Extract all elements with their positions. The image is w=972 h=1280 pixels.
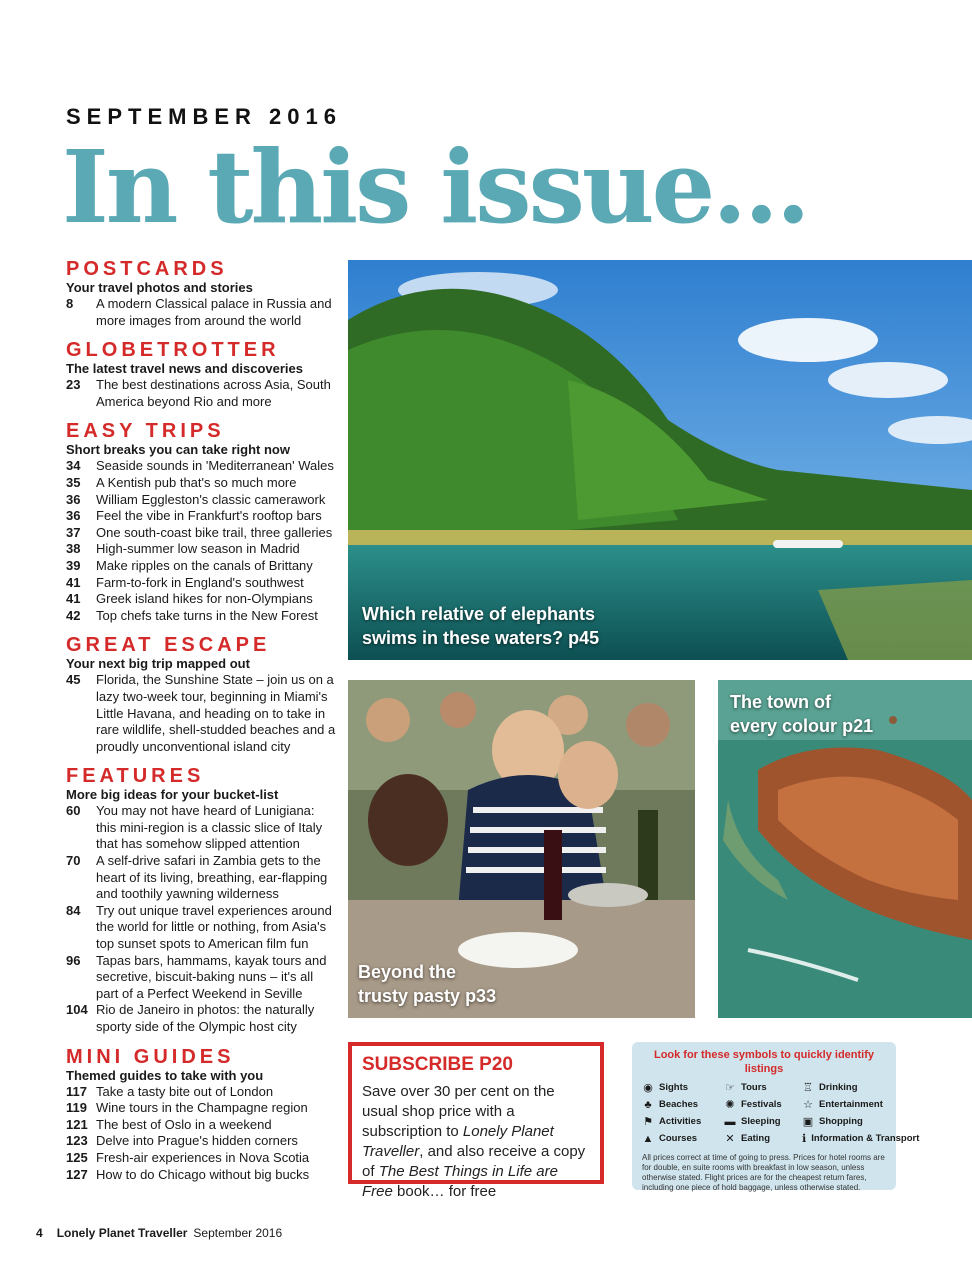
subscribe-body-part3: book… for free: [392, 1183, 497, 1200]
symbol-information-transport: [802, 1131, 920, 1147]
contents-entry[interactable]: [66, 1133, 336, 1150]
symbol-label: Eating: [741, 1133, 771, 1144]
contents-entry[interactable]: [66, 853, 336, 903]
entry-page-number: 121: [66, 1116, 88, 1132]
section-subtitle: Short breaks you can take right now: [66, 442, 290, 458]
symbol-label: Shopping: [819, 1116, 863, 1127]
section-title: GREAT ESCAPE: [66, 634, 271, 657]
entry-page-number: 70: [66, 853, 81, 869]
symbol-entertainment: [802, 1097, 888, 1113]
contents-entry[interactable]: [66, 508, 336, 525]
contents-entry[interactable]: [66, 525, 336, 542]
symbols-grid: [642, 1080, 920, 1147]
entry-text: Farm-to-fork in England's southwest: [96, 574, 304, 590]
contents-entry[interactable]: [66, 1150, 336, 1167]
entry-text: How to do Chicago without big bucks: [96, 1166, 310, 1182]
entry-text: Top chefs take turns in the New Forest: [96, 607, 318, 623]
contents-entry[interactable]: [66, 903, 336, 953]
symbol-courses: [642, 1131, 724, 1147]
entry-text: Fresh-air experiences in Nova Scotia: [96, 1149, 310, 1165]
symbol-activities: [642, 1114, 724, 1130]
section-great-escape: [66, 634, 336, 755]
entry-text: A Kentish pub that's so much more: [96, 474, 297, 490]
section-subtitle: The latest travel news and discoveries: [66, 361, 303, 377]
pasty-caption-line2: trusty pasty: [358, 986, 461, 1006]
entry-page-number: 37: [66, 524, 81, 540]
entry-text: High-summer low season in Madrid: [96, 541, 300, 557]
town-caption-line2: every colour: [730, 716, 838, 736]
entry-page-number: 36: [66, 491, 81, 507]
footer-page-number: 4: [36, 1226, 43, 1240]
page-headline: In this issue...: [62, 128, 808, 246]
entry-text: Delve into Prague's hidden corners: [96, 1133, 298, 1149]
subscribe-box[interactable]: [348, 1042, 604, 1200]
symbol-sights: [642, 1080, 724, 1096]
contents-entry[interactable]: [66, 296, 336, 329]
entry-text: Seaside sounds in 'Mediterranean' Wales: [96, 458, 334, 474]
symbol-label: Sleeping: [741, 1116, 781, 1127]
subscribe-body: [362, 1082, 590, 1202]
contents-entry[interactable]: [66, 377, 336, 410]
subscribe-title: SUBSCRIBE P20: [362, 1054, 513, 1075]
entry-page-number: 34: [66, 458, 81, 474]
entry-text: Wine tours in the Champagne region: [96, 1100, 308, 1116]
section-globetrotter: [66, 339, 336, 410]
contents-entry[interactable]: [66, 1002, 336, 1035]
entry-text: You may not have heard of Lunigiana: this mini-region is a classic slice of Italy that has somehow slipped attention: [96, 803, 323, 852]
symbol-eating: [724, 1131, 802, 1147]
florida-caption-page: p45: [568, 628, 600, 648]
symbol-tours: [724, 1080, 802, 1096]
symbol-label: Entertainment: [819, 1099, 883, 1110]
section-title: MINI GUIDES: [66, 1045, 235, 1068]
town-aerial-photo: [718, 680, 972, 1018]
section-postcards: [66, 258, 336, 329]
entry-text: Greek island hikes for non-Olympians: [96, 591, 313, 607]
palm-tree-icon: ♣: [644, 1099, 652, 1111]
florida-river-image: [348, 260, 972, 660]
entry-page-number: 117: [66, 1083, 87, 1099]
entry-text: Florida, the Sunshine State – join us on a lazy two-week tour, beginning in Miami's Little Havana, and heading on to take in rare wildlife, shell-studded beaches and a proudly unconventional island city: [96, 672, 336, 754]
footer-magazine: Lonely Planet Traveller: [56, 1226, 188, 1240]
entry-page-number: 60: [66, 803, 81, 819]
section-features: [66, 765, 336, 1035]
town-caption: [730, 690, 873, 738]
entry-text: Take a tasty bite out of London: [96, 1083, 274, 1099]
entry-page-number: 45: [66, 672, 81, 688]
town-caption-line1: The town of: [730, 692, 831, 712]
fireworks-icon: ✺: [725, 1099, 735, 1111]
symbol-sleeping: [724, 1114, 802, 1130]
florida-caption: [362, 602, 599, 650]
subscribe-book-name: The Best Things in Life are Free: [362, 1163, 558, 1200]
entry-text: A modern Classical palace in Russia and more images from around the world: [96, 296, 332, 328]
symbol-label: Beaches: [659, 1099, 699, 1110]
symbol-shopping: [802, 1114, 888, 1130]
section-title: GLOBETROTTER: [66, 339, 280, 362]
section-subtitle: More big ideas for your bucket-list: [66, 787, 279, 803]
entry-text: The best of Oslo in a weekend: [96, 1116, 272, 1132]
entry-text: The best destinations across Asia, South America beyond Rio and more: [96, 377, 331, 409]
subscribe-body-part2: , and also receive a copy of: [362, 1143, 586, 1180]
contents-entry[interactable]: [66, 458, 336, 475]
pasty-caption-page: p33: [465, 986, 497, 1006]
contents-list: [66, 258, 336, 1193]
info-icon: ℹ: [802, 1133, 807, 1145]
glass-icon: ♖: [803, 1082, 813, 1094]
symbol-label: Sights: [659, 1082, 689, 1093]
entry-text: Make ripples on the canals of Brittany: [96, 557, 313, 573]
entry-text: William Eggleston's classic camerawork: [96, 491, 326, 507]
contents-entry[interactable]: [66, 953, 336, 1003]
contents-entry[interactable]: [66, 541, 336, 558]
symbol-beaches: [642, 1097, 724, 1113]
contents-entry[interactable]: [66, 475, 336, 492]
issue-month: SEPTEMBER 2016: [66, 104, 342, 129]
symbol-festivals: [724, 1097, 802, 1113]
contents-entry[interactable]: [66, 672, 336, 755]
entry-text: One south-coast bike trail, three galleries: [96, 524, 333, 540]
entry-page-number: 41: [66, 574, 81, 590]
section-subtitle: Themed guides to take with you: [66, 1067, 264, 1083]
contents-entry[interactable]: [66, 608, 336, 625]
page-footer: [36, 1226, 282, 1240]
bag-icon: ▣: [802, 1116, 814, 1128]
section-mini-guides: [66, 1046, 336, 1184]
town-caption-page: p21: [842, 716, 874, 736]
star-icon: ☆: [803, 1099, 813, 1111]
symbols-note: All prices correct at time of going to press. Prices for hotel rooms are for double, en suite rooms with breakfast in low season, unless otherwise stated. Flight prices are for the cheapest return fares, including one piece of hold baggage, unless otherwise stated.: [642, 1153, 885, 1192]
bed-icon: ▬: [724, 1116, 736, 1128]
section-title: FEATURES: [66, 765, 205, 788]
entry-page-number: 127: [66, 1166, 88, 1182]
symbol-label: Courses: [659, 1133, 698, 1144]
florida-caption-line1: Which relative of elephants: [362, 604, 596, 624]
florida-caption-line2: swims in these waters?: [362, 628, 564, 648]
entry-page-number: 8: [66, 296, 74, 311]
entry-text: Rio de Janeiro in photos: the naturally sporty side of the Olympic host city: [96, 1002, 315, 1034]
entry-page-number: 23: [66, 377, 81, 393]
entry-text: A self-drive safari in Zambia gets to the heart of its living, breathing, ear-flapping and toothily yawning wilderness: [96, 853, 328, 902]
entry-page-number: 35: [66, 474, 81, 490]
contents-entry[interactable]: [66, 558, 336, 575]
entry-page-number: 36: [66, 508, 81, 524]
entry-page-number: 104: [66, 1002, 88, 1018]
contents-entry[interactable]: [66, 575, 336, 592]
contents-entry[interactable]: [66, 1100, 336, 1117]
entry-page-number: 41: [66, 591, 81, 607]
entry-page-number: 119: [66, 1100, 87, 1116]
contents-entry[interactable]: [66, 803, 336, 853]
section-easy-trips: [66, 420, 336, 624]
entry-page-number: 38: [66, 541, 81, 557]
contents-entry[interactable]: [66, 1084, 336, 1101]
pasty-dining-photo: [348, 680, 695, 1018]
section-subtitle: Your travel photos and stories: [66, 280, 253, 295]
entry-page-number: 42: [66, 607, 81, 623]
symbols-title: Look for these symbols to quickly identify listings: [653, 1049, 875, 1075]
entry-text: Feel the vibe in Frankfurt's rooftop bars: [96, 508, 322, 524]
pasty-caption-line1: Beyond the: [358, 962, 457, 982]
symbol-label: Information & Transport: [811, 1133, 920, 1144]
contents-entry[interactable]: [66, 492, 336, 509]
entry-page-number: 123: [66, 1133, 88, 1149]
florida-river-photo: [348, 260, 972, 660]
entry-page-number: 39: [66, 557, 81, 573]
pasty-caption: [358, 960, 496, 1008]
symbol-label: Activities: [659, 1116, 702, 1127]
section-subtitle: Your next big trip mapped out: [66, 656, 250, 672]
contents-entry[interactable]: [66, 591, 336, 608]
entry-page-number: 125: [66, 1149, 88, 1165]
subscribe-magazine-name: Lonely Planet Traveller: [362, 1123, 554, 1160]
runner-icon: ⚑: [643, 1116, 653, 1128]
entry-page-number: 84: [66, 902, 81, 918]
symbol-drinking: [802, 1080, 888, 1096]
cutlery-icon: ✕: [725, 1133, 735, 1145]
pointing-hand-icon: ☞: [725, 1082, 735, 1094]
entry-page-number: 96: [66, 952, 81, 968]
entry-text: Tapas bars, hammams, kayak tours and secretive, biscuit-baking nuns – it's all part of a Perfect Weekend in Seville: [96, 952, 327, 1001]
contents-entry[interactable]: [66, 1167, 336, 1184]
symbol-label: Festivals: [741, 1099, 782, 1110]
symbols-key: [632, 1042, 920, 1192]
entry-text: Try out unique travel experiences around the world for little or nothing, from Asia's top sunset spots to American film fun: [96, 902, 332, 952]
section-title: POSTCARDS: [66, 258, 228, 280]
eye-icon: ◉: [643, 1082, 653, 1094]
section-title: EASY TRIPS: [66, 420, 225, 443]
symbol-label: Tours: [741, 1082, 767, 1093]
subscribe-body-part1: Save over 30 per cent on the usual shop price with a subscription to: [362, 1083, 555, 1140]
grad-cap-icon: ▲: [642, 1133, 654, 1145]
contents-entry[interactable]: [66, 1117, 336, 1134]
symbol-label: Drinking: [819, 1082, 858, 1093]
footer-date: September 2016: [193, 1226, 283, 1240]
